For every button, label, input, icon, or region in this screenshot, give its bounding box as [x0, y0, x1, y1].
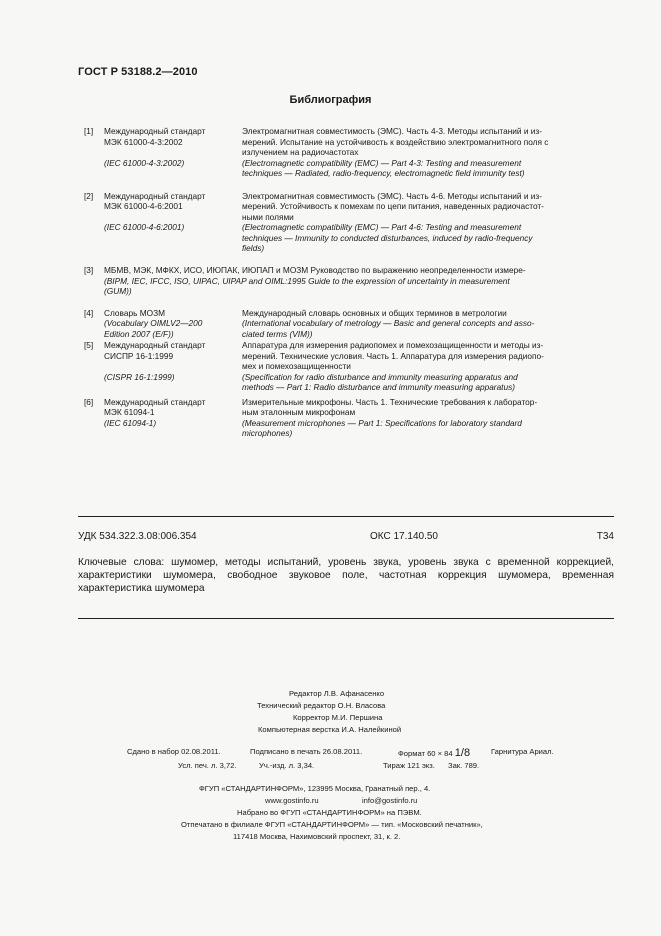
publisher-address: ФГУП «СТАНДАРТИНФОРМ», 123995 Москва, Гранатный пер., 4.: [199, 784, 431, 793]
classification-row: [78, 531, 614, 545]
bib-source: Словарь МОЗМ (Vocabulary OIMLV2—200 Edition 2007 (E/F)): [104, 307, 203, 339]
submitted-date: Сдано в набор 02.08.2011.: [127, 747, 221, 756]
corrector: Корректор М.И. Першина: [293, 713, 383, 722]
bib-number: [5]: [84, 340, 94, 350]
bib-title: Измерительные микрофоны. Часть 1. Технические требования к лаборатор- ным эталонным микрофонам (Measurement microphones — Part 1: Specifications for laboratory standard microphones): [242, 396, 538, 439]
bib-entry: [84, 340, 624, 396]
keywords: Ключевые слова: шумомер, методы испытаний, уровень звука, уровень звука с временной коррекцией, характеристики шумомера, свободное звуковое поле, частотная коррекция шумомера, временная характеристика шумомера: [78, 557, 614, 594]
class-code: Т34: [596, 531, 614, 542]
bib-title: МБМВ, МЭК, МФКХ, ИСО, ИЮПАК, ИЮПАП и МОЗМ Руководство по выражению неопределенности измере- (BIPM, IEC, IFCC, ISO, UIPAC, UIPAP and OIML:1995 Guide to the expression of uncertainty in measurement (GUM)): [104, 265, 526, 297]
udk-code: УДК 534.322.3.08:006.354: [78, 531, 197, 542]
bib-number: [2]: [84, 190, 94, 201]
bib-entry: [84, 265, 624, 307]
bib-number: [3]: [84, 265, 94, 275]
typeset-note: Набрано во ФГУП «СТАНДАРТИНФОРМ» на ПЭВМ.: [237, 808, 422, 817]
section-title: Библиография: [289, 94, 372, 106]
divider-top: [78, 516, 614, 517]
bib-source: Международный стандарт МЭК 61094-1 (IEC 61094-1): [104, 396, 206, 428]
printing-address: 117418 Москва, Нахимовский проспект, 31, к. 2.: [233, 832, 401, 841]
layout-credit: Компьютерная верстка И.А. Налейкиной: [258, 725, 402, 734]
paper-format: Формат 60 × 84 1/8: [398, 747, 471, 759]
bibliography-list: [84, 126, 624, 441]
bib-entry: [84, 308, 624, 340]
publisher-email: info@gostinfo.ru: [362, 796, 418, 805]
bib-entry: [84, 191, 624, 265]
bib-source: Международный стандарт МЭК 61000-4-6:2001 (IEC 61000-4-6:2001): [104, 190, 206, 233]
typeface: Гарнитура Ариал.: [491, 747, 554, 756]
bib-number: [4]: [84, 307, 94, 318]
bib-number: [1]: [84, 126, 94, 136]
oks-code: ОКС 17.140.50: [370, 531, 438, 542]
printing-note: Отпечатано в филиале ФГУП «СТАНДАРТИНФОРМ» — тип. «Московский печатник»,: [181, 820, 483, 829]
bib-source: Международный стандарт МЭК 61000-4-3:2002 (IEC 61000-4-3:2002): [104, 126, 206, 168]
signed-date: Подписано в печать 26.08.2011.: [250, 747, 363, 756]
standard-header: ГОСТ Р 53188.2—2010: [78, 66, 198, 78]
tech-editor: Технический редактор О.Н. Власова: [257, 701, 386, 710]
editor: Редактор Л.В. Афанасенко: [289, 689, 385, 698]
bib-title: Электромагнитная совместимость (ЭМС). Часть 4-6. Методы испытаний и из- мерений. Устойчивость к помехам по цепи питания, наведенных радиочастот- ными полями (Electromagnetic compatibility (EMC) — Part 4-6: Testing and measurement techniques — Immunity to conducted disturbances, induced by radio-frequency fields): [242, 190, 544, 254]
bib-title: Международный словарь основных и общих терминов в метрологии (International vocabulary of metrology — Basic and general concepts and asso- ciated terms (VIM)): [242, 307, 535, 339]
bib-title: Электромагнитная совместимость (ЭМС). Часть 4-3. Методы испытаний и из- мерений. Испытание на устойчивость к воздействию электромагнитного поля с излучением на радиочастотах (Electromagnetic compatibility (EMC) — Part 4-3: Testing and measurement techniques — Radiated, radio-frequency, electromagnetic field immunity test): [242, 126, 549, 179]
publisher-sheets: Уч.-изд. л. 3,34.: [259, 761, 315, 770]
print-sheets: Усл. печ. л. 3,72.: [178, 761, 237, 770]
bib-entry: [84, 397, 624, 441]
publisher-site: www.gostinfo.ru: [265, 796, 319, 805]
bib-source: Международный стандарт СИСПР 16-1:1999 (CISPR 16-1:1999): [104, 340, 206, 382]
bib-title: Аппаратура для измерения радиопомех и помехозащищенности и методы из- мерений. Технические условия. Часть 1. Аппаратура для измерения радиопо- мех и помехозащищенности (Specification for radio disturbance and immunity measuring apparatus and methods — Part 1: Radio disturbance and immunity measuring apparatus): [242, 340, 544, 393]
order-number: Зак. 789.: [448, 761, 480, 770]
print-run: Тираж 121 экз.: [383, 761, 435, 770]
bib-entry: [84, 126, 624, 190]
divider-bottom: [78, 618, 614, 619]
bib-number: [6]: [84, 396, 94, 407]
